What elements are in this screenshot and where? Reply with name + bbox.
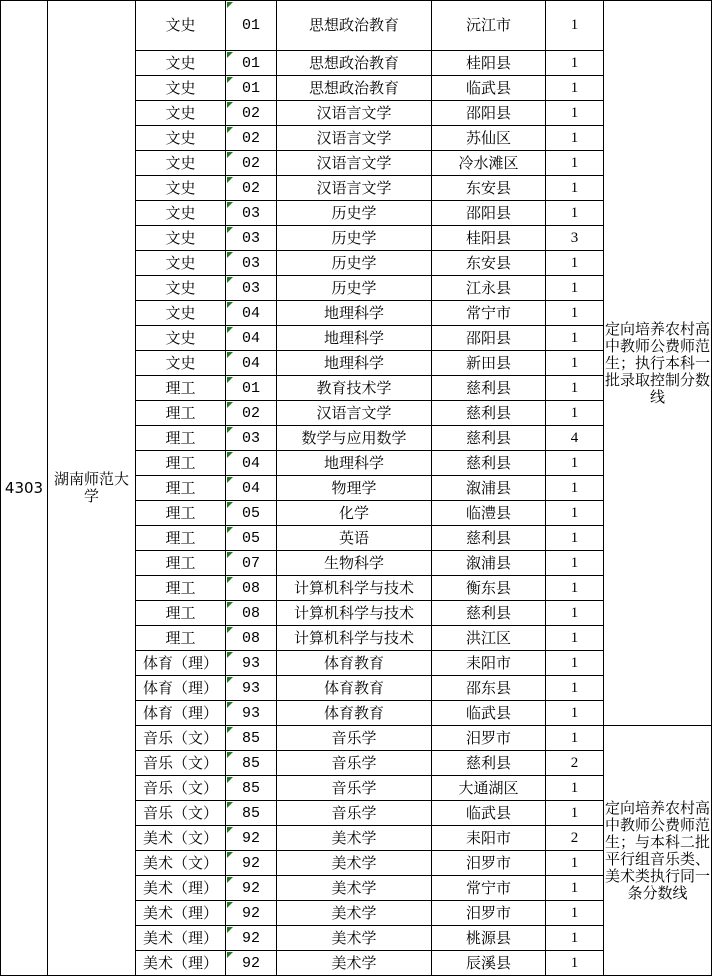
major-cell[interactable]: 计算机科学与技术 [277,576,432,601]
plan-count-cell[interactable]: 1 [546,676,604,701]
county-cell[interactable]: 大通湖区 [432,776,546,801]
county-cell[interactable]: 溆浦县 [432,476,546,501]
major-cell[interactable]: 地理科学 [277,451,432,476]
county-cell[interactable]: 临澧县 [432,501,546,526]
plan-count-cell[interactable]: 2 [546,751,604,776]
plan-count-cell[interactable]: 1 [546,726,604,751]
category-cell[interactable]: 理工 [136,626,226,651]
major-cell[interactable]: 汉语言文学 [277,176,432,201]
county-cell[interactable]: 慈利县 [432,526,546,551]
direction-code-cell[interactable]: 92 [226,926,277,951]
category-cell[interactable]: 文史 [136,226,226,251]
category-cell[interactable]: 理工 [136,576,226,601]
category-cell[interactable]: 理工 [136,376,226,401]
plan-count-cell[interactable]: 1 [546,851,604,876]
county-cell[interactable]: 邵阳县 [432,101,546,126]
category-cell[interactable]: 美术（文） [136,826,226,851]
county-cell[interactable]: 汨罗市 [432,726,546,751]
major-cell[interactable]: 数学与应用数学 [277,426,432,451]
category-cell[interactable]: 文史 [136,251,226,276]
category-cell[interactable]: 美术（文） [136,851,226,876]
plan-count-cell[interactable]: 1 [546,626,604,651]
category-cell[interactable]: 体育（理） [136,651,226,676]
direction-code-cell[interactable]: 92 [226,851,277,876]
plan-count-cell[interactable]: 1 [546,876,604,901]
plan-count-cell[interactable]: 1 [546,926,604,951]
plan-count-cell[interactable]: 1 [546,126,604,151]
county-cell[interactable]: 汨罗市 [432,851,546,876]
county-cell[interactable]: 常宁市 [432,876,546,901]
county-cell[interactable]: 耒阳市 [432,826,546,851]
county-cell[interactable]: 辰溪县 [432,951,546,976]
county-cell[interactable]: 慈利县 [432,601,546,626]
county-cell[interactable]: 临武县 [432,801,546,826]
plan-count-cell[interactable]: 1 [546,1,604,51]
category-cell[interactable]: 理工 [136,451,226,476]
plan-count-cell[interactable]: 1 [546,951,604,976]
category-cell[interactable]: 理工 [136,551,226,576]
plan-count-cell[interactable]: 1 [546,526,604,551]
plan-count-cell[interactable]: 1 [546,51,604,76]
direction-code-cell[interactable]: 92 [226,951,277,976]
category-cell[interactable]: 理工 [136,526,226,551]
county-cell[interactable]: 桂阳县 [432,51,546,76]
county-cell[interactable]: 邵阳县 [432,326,546,351]
category-cell[interactable]: 音乐（文） [136,751,226,776]
major-cell[interactable]: 美术学 [277,851,432,876]
county-cell[interactable]: 慈利县 [432,401,546,426]
major-cell[interactable]: 音乐学 [277,726,432,751]
county-cell[interactable]: 邵阳县 [432,201,546,226]
direction-code-cell[interactable]: 01 [226,1,277,51]
direction-code-cell[interactable]: 85 [226,751,277,776]
plan-count-cell[interactable]: 1 [546,476,604,501]
county-cell[interactable]: 东安县 [432,176,546,201]
direction-code-cell[interactable]: 93 [226,651,277,676]
county-cell[interactable]: 慈利县 [432,451,546,476]
county-cell[interactable]: 汨罗市 [432,901,546,926]
major-cell[interactable]: 计算机科学与技术 [277,601,432,626]
direction-code-cell[interactable]: 01 [226,51,277,76]
direction-code-cell[interactable]: 02 [226,401,277,426]
category-cell[interactable]: 文史 [136,151,226,176]
category-cell[interactable]: 美术（理） [136,901,226,926]
major-cell[interactable]: 汉语言文学 [277,126,432,151]
category-cell[interactable]: 文史 [136,351,226,376]
direction-code-cell[interactable]: 85 [226,801,277,826]
direction-code-cell[interactable]: 03 [226,276,277,301]
direction-code-cell[interactable]: 04 [226,451,277,476]
major-cell[interactable]: 体育教育 [277,651,432,676]
plan-count-cell[interactable]: 1 [546,551,604,576]
county-cell[interactable]: 慈利县 [432,426,546,451]
major-cell[interactable]: 美术学 [277,951,432,976]
major-cell[interactable]: 思想政治教育 [277,51,432,76]
plan-count-cell[interactable]: 1 [546,651,604,676]
direction-code-cell[interactable]: 03 [226,251,277,276]
direction-code-cell[interactable]: 05 [226,526,277,551]
direction-code-cell[interactable]: 02 [226,151,277,176]
direction-code-cell[interactable]: 93 [226,701,277,726]
table-body [1,1,712,976]
major-cell[interactable]: 物理学 [277,476,432,501]
direction-code-cell[interactable]: 02 [226,101,277,126]
direction-code-cell[interactable]: 92 [226,901,277,926]
plan-count-cell[interactable]: 1 [546,101,604,126]
remarks-cell[interactable]: 定向培养农村高中教师公费师范生；与本科二批平行组音乐类、美术类执行同一条分数线 [604,726,712,976]
major-cell[interactable]: 英语 [277,526,432,551]
county-cell[interactable]: 衡东县 [432,576,546,601]
category-cell[interactable]: 体育（理） [136,701,226,726]
direction-code-cell[interactable]: 85 [226,726,277,751]
major-cell[interactable]: 音乐学 [277,801,432,826]
direction-code-cell[interactable]: 04 [226,476,277,501]
major-cell[interactable]: 音乐学 [277,751,432,776]
plan-count-cell[interactable]: 1 [546,201,604,226]
direction-code-cell[interactable]: 07 [226,551,277,576]
county-cell[interactable]: 临武县 [432,701,546,726]
plan-count-cell[interactable]: 1 [546,351,604,376]
direction-code-cell[interactable]: 92 [226,826,277,851]
plan-count-cell[interactable]: 1 [546,901,604,926]
category-cell[interactable]: 美术（理） [136,926,226,951]
county-cell[interactable]: 冷水滩区 [432,151,546,176]
major-cell[interactable]: 地理科学 [277,351,432,376]
major-cell[interactable]: 化学 [277,501,432,526]
category-cell[interactable]: 理工 [136,501,226,526]
plan-count-cell[interactable]: 1 [546,326,604,351]
direction-code-cell[interactable]: 04 [226,351,277,376]
county-cell[interactable]: 新田县 [432,351,546,376]
direction-code-cell[interactable]: 01 [226,376,277,401]
major-cell[interactable]: 美术学 [277,926,432,951]
major-cell[interactable]: 美术学 [277,826,432,851]
category-cell[interactable]: 理工 [136,426,226,451]
major-cell[interactable]: 汉语言文学 [277,401,432,426]
category-cell[interactable]: 音乐（文） [136,776,226,801]
direction-code-cell[interactable]: 04 [226,301,277,326]
plan-count-cell[interactable]: 3 [546,226,604,251]
direction-code-cell[interactable]: 08 [226,601,277,626]
category-cell[interactable]: 美术（理） [136,876,226,901]
plan-count-cell[interactable]: 1 [546,801,604,826]
county-cell[interactable]: 桃源县 [432,926,546,951]
major-cell[interactable]: 体育教育 [277,701,432,726]
institution-code-cell[interactable]: 4303 [1,1,48,976]
county-cell[interactable]: 东安县 [432,251,546,276]
direction-code-cell[interactable]: 92 [226,876,277,901]
major-cell[interactable]: 思想政治教育 [277,1,432,51]
category-cell[interactable]: 文史 [136,101,226,126]
county-cell[interactable]: 溆浦县 [432,551,546,576]
plan-count-cell[interactable]: 1 [546,451,604,476]
category-cell[interactable]: 文史 [136,326,226,351]
category-cell[interactable]: 理工 [136,476,226,501]
university-name-cell[interactable]: 湖南师范大学 [48,1,136,976]
category-cell[interactable]: 文史 [136,201,226,226]
major-cell[interactable]: 历史学 [277,251,432,276]
remarks-cell[interactable]: 定向培养农村高中教师公费师范生；执行本科一批录取控制分数线 [604,1,712,726]
category-cell[interactable]: 文史 [136,51,226,76]
plan-count-cell[interactable]: 1 [546,151,604,176]
major-cell[interactable]: 美术学 [277,876,432,901]
county-cell[interactable]: 洪江区 [432,626,546,651]
direction-code-cell[interactable]: 04 [226,326,277,351]
plan-count-cell[interactable]: 1 [546,776,604,801]
major-cell[interactable]: 历史学 [277,226,432,251]
category-cell[interactable]: 文史 [136,176,226,201]
category-cell[interactable]: 文史 [136,301,226,326]
category-cell[interactable]: 文史 [136,276,226,301]
plan-count-cell[interactable]: 1 [546,176,604,201]
plan-count-cell[interactable]: 1 [546,301,604,326]
category-cell[interactable]: 美术（理） [136,951,226,976]
major-cell[interactable]: 历史学 [277,276,432,301]
plan-count-cell[interactable]: 1 [546,576,604,601]
county-cell[interactable]: 邵东县 [432,676,546,701]
direction-code-cell[interactable]: 03 [226,226,277,251]
direction-code-cell[interactable]: 85 [226,776,277,801]
county-cell[interactable]: 常宁市 [432,301,546,326]
major-cell[interactable]: 生物科学 [277,551,432,576]
direction-code-cell[interactable]: 03 [226,426,277,451]
major-cell[interactable]: 历史学 [277,201,432,226]
table-row [1,1,712,51]
category-cell[interactable]: 文史 [136,126,226,151]
plan-count-cell[interactable]: 1 [546,251,604,276]
direction-code-cell[interactable]: 08 [226,626,277,651]
category-cell[interactable]: 文史 [136,1,226,51]
plan-count-cell[interactable]: 1 [546,601,604,626]
plan-count-cell[interactable]: 1 [546,401,604,426]
county-cell[interactable]: 苏仙区 [432,126,546,151]
plan-count-cell[interactable]: 1 [546,376,604,401]
direction-code-cell[interactable]: 02 [226,176,277,201]
plan-count-cell[interactable]: 1 [546,501,604,526]
county-cell[interactable]: 江永县 [432,276,546,301]
county-cell[interactable]: 沅江市 [432,1,546,51]
county-cell[interactable]: 耒阳市 [432,651,546,676]
major-cell[interactable]: 汉语言文学 [277,101,432,126]
county-cell[interactable]: 临武县 [432,76,546,101]
direction-code-cell[interactable]: 05 [226,501,277,526]
direction-code-cell[interactable]: 02 [226,126,277,151]
direction-code-cell[interactable]: 03 [226,201,277,226]
category-cell[interactable]: 音乐（文） [136,801,226,826]
county-cell[interactable]: 慈利县 [432,376,546,401]
plan-count-cell[interactable]: 2 [546,826,604,851]
major-cell[interactable]: 体育教育 [277,676,432,701]
category-cell[interactable]: 音乐（文） [136,726,226,751]
county-cell[interactable]: 桂阳县 [432,226,546,251]
category-cell[interactable]: 理工 [136,401,226,426]
direction-code-cell[interactable]: 93 [226,676,277,701]
major-cell[interactable]: 地理科学 [277,301,432,326]
major-cell[interactable]: 汉语言文学 [277,151,432,176]
plan-count-cell[interactable]: 1 [546,701,604,726]
category-cell[interactable]: 理工 [136,601,226,626]
major-cell[interactable]: 教育技术学 [277,376,432,401]
major-cell[interactable]: 思想政治教育 [277,76,432,101]
direction-code-cell[interactable]: 08 [226,576,277,601]
direction-code-cell[interactable]: 01 [226,76,277,101]
plan-count-cell[interactable]: 1 [546,76,604,101]
plan-count-cell[interactable]: 4 [546,426,604,451]
major-cell[interactable]: 地理科学 [277,326,432,351]
category-cell[interactable]: 文史 [136,76,226,101]
major-cell[interactable]: 计算机科学与技术 [277,626,432,651]
plan-count-cell[interactable]: 1 [546,276,604,301]
major-cell[interactable]: 美术学 [277,901,432,926]
category-cell[interactable]: 体育（理） [136,676,226,701]
major-cell[interactable]: 音乐学 [277,776,432,801]
county-cell[interactable]: 慈利县 [432,751,546,776]
